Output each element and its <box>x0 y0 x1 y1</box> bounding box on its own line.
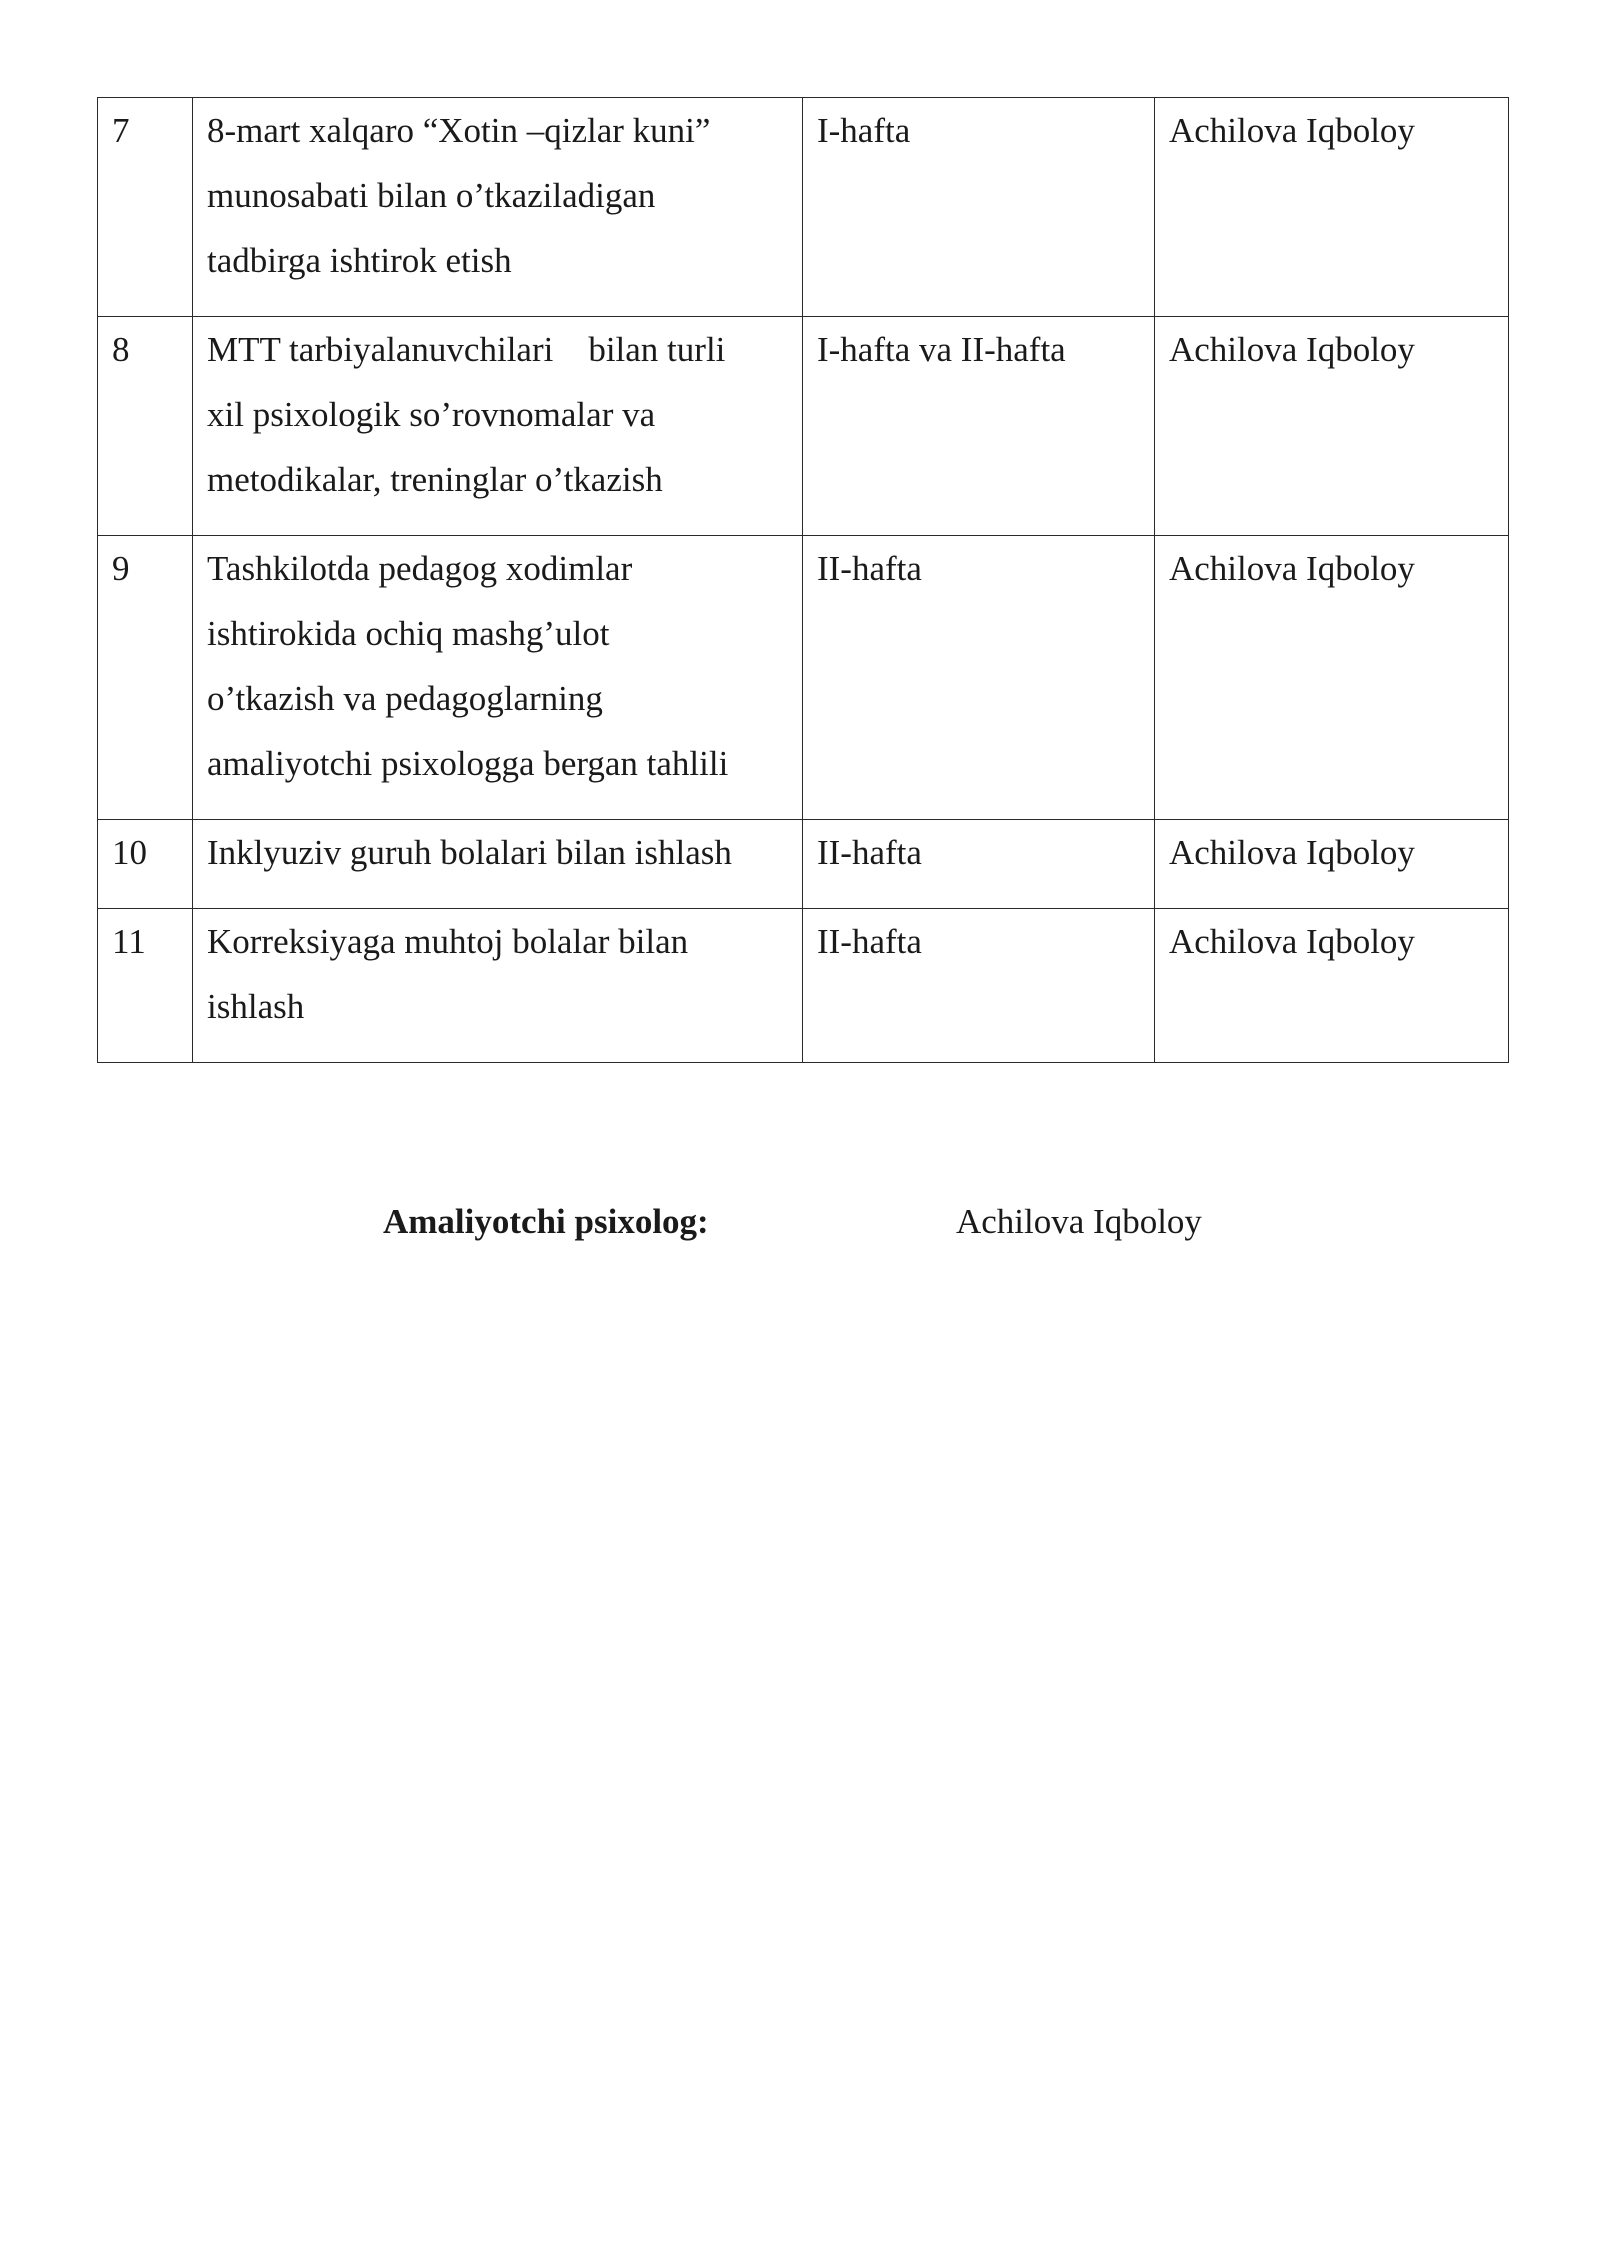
event-time: II-hafta <box>803 820 1155 909</box>
plan-table <box>97 97 1509 1063</box>
event-line: ishlash <box>207 987 305 1026</box>
event-line: ishtirokida ochiq mashg’ulot <box>207 614 610 653</box>
event-time: I-hafta <box>803 98 1155 317</box>
event-line: xil psixologik so’rovnomalar va <box>207 395 656 434</box>
event-line: o’tkazish va pedagoglarning <box>207 679 603 718</box>
event-responsible: Achilova Iqboloy <box>1155 820 1509 909</box>
row-number: 8 <box>98 317 193 536</box>
event-description <box>193 536 803 820</box>
event-line: MTT tarbiyalanuvchilari bilan turli <box>207 330 726 369</box>
event-description <box>193 820 803 909</box>
signature-label: Amaliyotchi psixolog: <box>383 1202 709 1241</box>
row-number: 11 <box>98 909 193 1063</box>
table-row <box>98 909 1509 1063</box>
table-row <box>98 820 1509 909</box>
event-description <box>193 909 803 1063</box>
event-time: II-hafta <box>803 536 1155 820</box>
event-time: I-hafta va II-hafta <box>803 317 1155 536</box>
event-line: Tashkilotda pedagog xodimlar <box>207 549 633 588</box>
event-responsible: Achilova Iqboloy <box>1155 536 1509 820</box>
event-time: II-hafta <box>803 909 1155 1063</box>
event-line: munosabati bilan o’tkaziladigan <box>207 176 656 215</box>
signature-line <box>0 1192 1600 1252</box>
table-row <box>98 317 1509 536</box>
event-line: metodikalar, treninglar o’tkazish <box>207 460 663 499</box>
event-line: tadbirga ishtirok etish <box>207 241 512 280</box>
row-number: 10 <box>98 820 193 909</box>
row-number: 9 <box>98 536 193 820</box>
event-line: Korreksiyaga muhtoj bolalar bilan <box>207 922 689 961</box>
table-row <box>98 536 1509 820</box>
event-line: amaliyotchi psixologga bergan tahlili <box>207 744 729 783</box>
plan-table-body <box>98 98 1509 1063</box>
row-number: 7 <box>98 98 193 317</box>
event-line: Inklyuziv guruh bolalari bilan ishlash <box>207 833 732 872</box>
event-line: 8-mart xalqaro “Xotin –qizlar kuni” <box>207 111 711 150</box>
event-description <box>193 98 803 317</box>
signature-name: Achilova Iqboloy <box>956 1202 1202 1241</box>
event-responsible: Achilova Iqboloy <box>1155 909 1509 1063</box>
table-row <box>98 98 1509 317</box>
event-description <box>193 317 803 536</box>
event-responsible: Achilova Iqboloy <box>1155 98 1509 317</box>
event-responsible: Achilova Iqboloy <box>1155 317 1509 536</box>
